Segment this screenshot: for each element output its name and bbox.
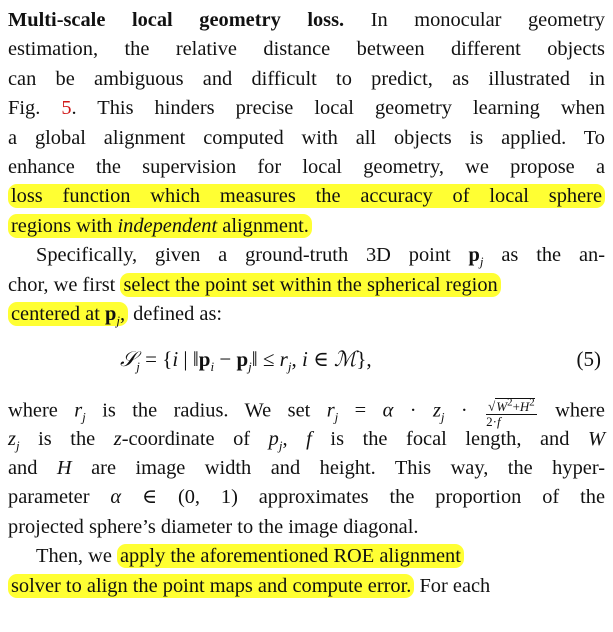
p2-line-1: Specifically, given a ground-truth 3D point $p_j$ as the an-	[36, 244, 605, 270]
highlight-annotation: solver to align the point maps and compute error.	[8, 574, 414, 598]
p3-line-2: $z_j$ is the z-coordinate of $p_j$, f is the focal length, and W	[8, 427, 605, 453]
p3-line-1: where $r_j$ is the radius. We set $r_j = \alpha \cdot z_j$ · $\frac{√W^2+H^2}{2\cdot f}$ where	[8, 396, 605, 429]
paper-excerpt	[8, 6, 605, 601]
p1-line-3: can be ambiguous and difficult to predict, as illustrated in	[8, 67, 605, 90]
highlight-annotation: select the point set within the spherical region	[120, 273, 500, 297]
p2-line-2: chor, we first select the point set within the spherical region	[8, 271, 605, 300]
highlight-annotation: centered at $p_j$,	[8, 302, 128, 326]
highlight-annotation: apply the aforementioned ROE alignment	[117, 544, 464, 568]
p3-line-5: projected sphere’s diameter to the image diagonal.	[8, 515, 419, 538]
equation: 𝒮$_j$ = {i | $‖p_i$ − $p_j‖ \le r_j$, i ∈ ℳ},	[120, 347, 372, 375]
section-heading: Multi-scale local geometry loss.	[8, 9, 345, 31]
highlight-annotation: loss function which measures the accuracy of local sphere	[8, 184, 605, 208]
p1-line-2: estimation, the relative distance between different objects	[8, 38, 605, 61]
p3-line-4: parameter α ∈ (0, 1) approximates the proportion of the	[8, 486, 605, 509]
p1-line-6: enhance the supervision for local geometry, we propose a	[8, 155, 605, 178]
p1-line-1: Multi-scale local geometry loss. In monocular geometry	[8, 9, 605, 31]
p1-line-8	[8, 212, 605, 241]
p1-line-4: Fig. 5. This hinders precise local geometry learning when	[8, 97, 605, 120]
equation-block	[8, 329, 605, 395]
p4-line-1: Then, we apply the aforementioned ROE alignment	[8, 542, 605, 571]
p3-line-3: and H are image width and height. This way, the hyper-	[8, 457, 605, 480]
equation-number: (5)	[576, 347, 601, 372]
p2-line-3: centered at $p_j$, defined as:	[8, 300, 605, 329]
figure-reference-link[interactable]: 5	[61, 97, 72, 120]
p1-line-5: a global alignment computed with all objects is applied. To	[8, 126, 605, 149]
p1-line-7	[8, 182, 605, 211]
p4-line-2: solver to align the point maps and compute error. For each	[8, 572, 605, 601]
fraction: $\frac{√W^2+H^2}{2\cdot f}$	[486, 396, 535, 429]
highlight-annotation: regions with independent alignment.	[8, 214, 312, 238]
